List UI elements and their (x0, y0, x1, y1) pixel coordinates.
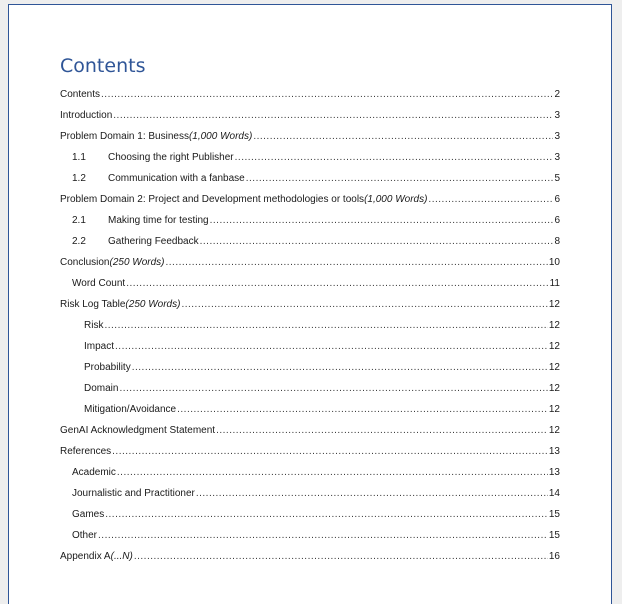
toc-entry-number: 2.1 (72, 215, 86, 226)
toc-dot-leader (112, 446, 548, 457)
toc-page-number: 12 (548, 383, 560, 394)
toc-entry-title: Contents (60, 89, 101, 100)
toc-dot-leader (113, 110, 553, 121)
toc-dot-leader (253, 131, 553, 142)
toc-page-number: 12 (548, 341, 560, 352)
toc-dot-leader (196, 488, 548, 499)
toc-dot-leader (166, 257, 548, 268)
toc-entry-title: Gathering Feedback (108, 236, 199, 247)
toc-entry-word-limit: (250 Words) (109, 257, 165, 268)
table-of-contents (60, 89, 560, 572)
toc-entry-title: Appendix A (60, 551, 111, 562)
toc-heading: Contents (60, 55, 146, 77)
toc-entry-title: Mitigation/Avoidance (84, 404, 177, 415)
toc-entry-title: Introduction (60, 110, 113, 121)
toc-dot-leader (119, 383, 547, 394)
toc-entry-title: Communication with a fanbase (108, 173, 245, 184)
toc-entry-title: Making time for testing (108, 215, 209, 226)
toc-dot-leader (126, 278, 548, 289)
toc-entry-title: Risk Log Table (60, 299, 126, 310)
toc-entry-word-limit: (...N) (110, 551, 133, 562)
toc-entry[interactable] (60, 131, 560, 152)
toc-dot-leader (132, 362, 548, 373)
toc-entry-title: Impact (84, 341, 115, 352)
toc-entry-word-limit: (1,000 Words) (188, 131, 253, 142)
toc-entry-title: GenAI Acknowledgment Statement (60, 425, 216, 436)
toc-dot-leader (200, 236, 554, 247)
toc-dot-leader (428, 194, 553, 205)
toc-entry-word-limit: (250 Words) (125, 299, 181, 310)
toc-page-number: 13 (548, 467, 560, 478)
toc-entry-title: Choosing the right Publisher (108, 152, 234, 163)
toc-page-number: 6 (554, 215, 560, 226)
toc-entry[interactable] (60, 509, 560, 530)
toc-entry[interactable] (60, 173, 560, 194)
toc-entry[interactable] (60, 215, 560, 236)
toc-entry[interactable] (60, 194, 560, 215)
toc-entry[interactable] (60, 551, 560, 572)
toc-page-number: 13 (548, 446, 560, 457)
toc-page-number: 11 (549, 278, 560, 289)
toc-dot-leader (115, 341, 548, 352)
toc-entry[interactable] (60, 152, 560, 173)
toc-entry[interactable] (60, 278, 560, 299)
toc-dot-leader (235, 152, 554, 163)
toc-dot-leader (104, 320, 547, 331)
toc-entry-title: Journalistic and Practitioner (72, 488, 195, 499)
toc-entry-title: Games (72, 509, 105, 520)
toc-dot-leader (246, 173, 554, 184)
toc-page-number: 3 (554, 110, 560, 121)
toc-page-number: 8 (554, 236, 560, 247)
toc-page-number: 12 (548, 404, 560, 415)
toc-entry-title: Domain (84, 383, 119, 394)
toc-entry-title: Risk (84, 320, 104, 331)
toc-dot-leader (105, 509, 548, 520)
toc-entry[interactable] (60, 467, 560, 488)
toc-entry[interactable] (60, 383, 560, 404)
toc-page-number: 6 (554, 194, 560, 205)
toc-entry[interactable] (60, 362, 560, 383)
toc-dot-leader (134, 551, 548, 562)
toc-entry[interactable] (60, 530, 560, 551)
toc-entry[interactable] (60, 299, 560, 320)
toc-page-number: 14 (548, 488, 560, 499)
toc-dot-leader (117, 467, 548, 478)
toc-entry[interactable] (60, 89, 560, 110)
toc-dot-leader (216, 425, 548, 436)
toc-entry-title: References (60, 446, 112, 457)
toc-dot-leader (101, 89, 553, 100)
toc-page-number: 12 (548, 320, 560, 331)
toc-entry-title: Other (72, 530, 98, 541)
toc-entry-title: Conclusion (60, 257, 110, 268)
toc-entry[interactable] (60, 404, 560, 425)
toc-entry[interactable] (60, 110, 560, 131)
toc-page-number: 3 (554, 152, 560, 163)
toc-page-number: 2 (554, 89, 560, 100)
toc-entry-number: 1.1 (72, 152, 86, 163)
toc-entry-number: 1.2 (72, 173, 86, 184)
toc-entry-title: Probability (84, 362, 131, 373)
toc-page-number: 16 (548, 551, 560, 562)
toc-entry[interactable] (60, 425, 560, 446)
toc-entry[interactable] (60, 341, 560, 362)
toc-page-number: 12 (548, 299, 560, 310)
toc-entry-word-limit: (1,000 Words) (364, 194, 428, 205)
toc-page-number: 12 (548, 362, 560, 373)
toc-entry[interactable] (60, 446, 560, 467)
toc-page-number: 15 (548, 509, 560, 520)
toc-dot-leader (98, 530, 548, 541)
toc-page-number: 12 (548, 425, 560, 436)
toc-page-number: 5 (554, 173, 560, 184)
toc-entry-title: Problem Domain 2: Project and Development methodologies or tools (60, 194, 365, 205)
toc-dot-leader (181, 299, 547, 310)
toc-dot-leader (177, 404, 548, 415)
toc-entry-title: Academic (72, 467, 116, 478)
toc-entry[interactable] (60, 236, 560, 257)
toc-entry-number: 2.2 (72, 236, 86, 247)
toc-dot-leader (210, 215, 554, 226)
toc-page-number: 15 (548, 530, 560, 541)
toc-page-number: 3 (554, 131, 560, 142)
toc-entry[interactable] (60, 257, 560, 278)
toc-entry[interactable] (60, 488, 560, 509)
toc-entry[interactable] (60, 320, 560, 341)
toc-entry-title: Problem Domain 1: Business (60, 131, 189, 142)
document-page (8, 4, 612, 604)
toc-page-number: 10 (548, 257, 560, 268)
toc-entry-title: Word Count (72, 278, 126, 289)
